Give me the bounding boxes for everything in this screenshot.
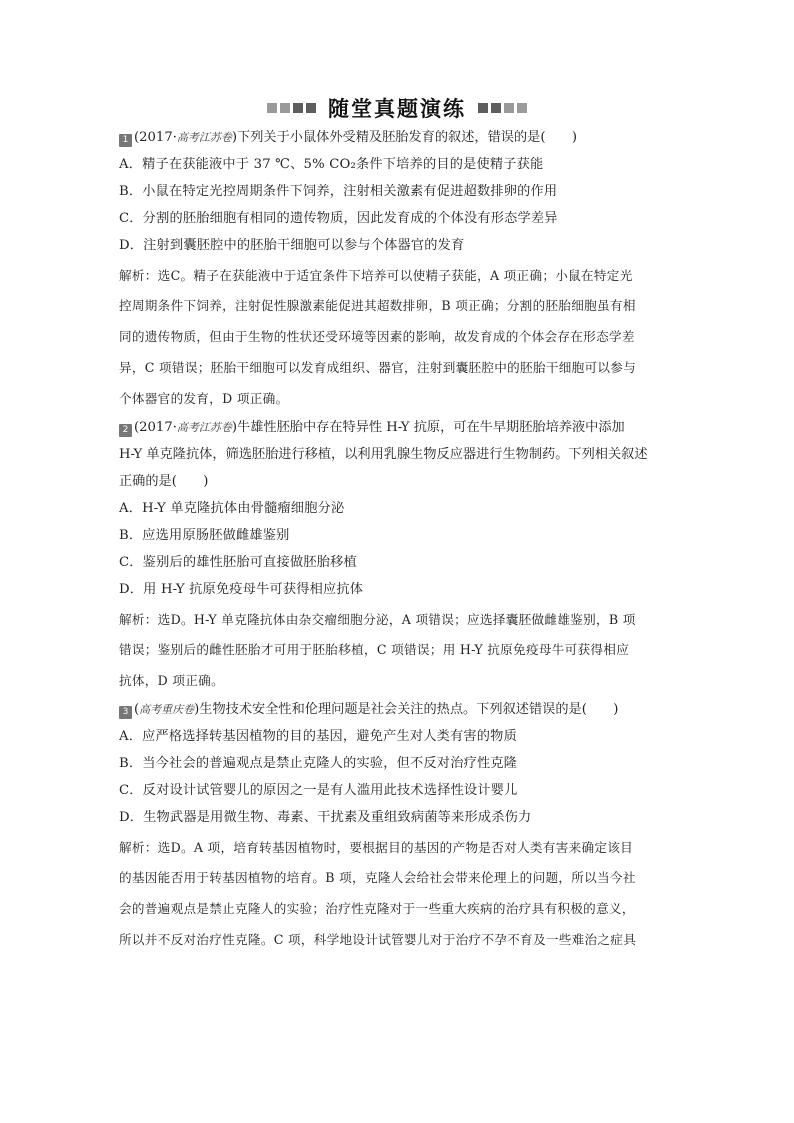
question-number-badge: 2 <box>119 424 132 437</box>
question-2-option-b: B．应选用原肠胚做雌雄鉴别 <box>119 528 290 543</box>
question-2-stem-line-3: 正确的是( ) <box>119 474 209 489</box>
question-1-analysis-line: 异，C 项错误；胚胎干细胞可以发育成组织、器官，注射到囊胚腔中的胚胎干细胞可以参与 <box>119 360 637 375</box>
question-2-option-d: D．用 H-Y 抗原免疫母牛可获得相应抗体 <box>119 582 364 597</box>
question-3-analysis-line: 的基因能否用于转基因植物的培育。B 项，克隆人会给社会带来伦理上的问题，所以当今社 <box>119 870 636 885</box>
question-2-analysis-line: 抗体，D 项正确。 <box>119 673 224 688</box>
question-source: 高考重庆卷 <box>139 703 195 716</box>
question-1-option-a: A．精子在获能液中于 37 ℃、5% CO₂条件下培养的目的是使精子获能 <box>119 157 544 172</box>
question-3-option-a: A．应严格选择转基因植物的目的基因，避免产生对人类有害的物质 <box>119 729 517 744</box>
question-source: 高考江苏卷 <box>176 421 232 434</box>
question-3-option-b: B．当今社会的普遍观点是禁止克隆人的实验，但不反对治疗性克隆 <box>119 756 518 771</box>
question-3-option-d: D．生物武器是用微生物、毒素、干扰素及重组致病菌等来形成杀伤力 <box>119 810 532 825</box>
question-1-stem: 1 (2017·高考江苏卷)下列关于小鼠体外受精及胚胎发育的叙述，错误的是( ) <box>119 124 675 151</box>
question-1-option-b: B．小鼠在特定光控周期条件下饲养，注射相关激素有促进超数排卵的作用 <box>119 184 558 199</box>
page-content <box>119 124 675 955</box>
question-1-analysis-line: 同的遗传物质，但由于生物的性状还受环境等因素的影响，故发育成的个体会存在形态学差 <box>119 329 635 344</box>
question-2-analysis-line: 错误；鉴别后的雌性胚胎才可用于胚胎移植，C 项错误；用 H-Y 抗原免疫母牛可获得相应 <box>119 642 630 657</box>
question-3-stem: 3 (高考重庆卷)生物技术安全性和伦理问题是社会关注的热点。下列叙述错误的是( ) <box>119 696 675 723</box>
question-1-option-c: C．分割的胚胎细胞有相同的遗传物质，因此发育成的个体没有形态学差异 <box>119 211 558 226</box>
section-title: 随堂真题演练 <box>328 97 466 121</box>
question-1-analysis-line: 解析：选C。精子在获能液中于适宜条件下培养可以使精子获能，A 项正确；小鼠在特定光 <box>119 268 633 283</box>
question-2-analysis-line: 解析：选D。H-Y 单克隆抗体由杂交瘤细胞分泌，A 项错误；应选择囊胚做雌雄鉴别，B 项 <box>119 612 636 627</box>
question-2-option-a: A．H-Y 单克隆抗体由骨髓瘤细胞分泌 <box>119 501 345 516</box>
question-3-analysis-line: 会的普遍观点是禁止克隆人的实验；治疗性克隆对于一些重大疾病的治疗具有积极的意义， <box>119 901 635 916</box>
question-1-analysis-line: 个体器官的发育，D 项正确。 <box>119 391 289 406</box>
section-header <box>0 96 794 120</box>
question-1-analysis-line: 控周期条件下饲养，注射促性腺激素能促进其超数排卵，B 项正确；分割的胚胎细胞虽有相 <box>119 298 636 313</box>
question-number-badge: 3 <box>119 706 132 719</box>
question-source: 高考江苏卷 <box>176 131 232 144</box>
question-3-option-c: C．反对设计试管婴儿的原因之一是有人滥用此技术选择性设计婴儿 <box>119 783 518 798</box>
question-3-analysis-line: 所以并不反对治疗性克隆。C 项，科学地设计试管婴儿对于治疗不孕不育及一些难治之症具 <box>119 932 637 947</box>
header-right-squares <box>478 103 527 113</box>
question-2-stem-line-2: H-Y 单克隆抗体，筛选胚胎进行移植，以利用乳腺生物反应器进行生物制药。下列相关叙述 <box>119 447 648 462</box>
question-3-analysis-line: 解析：选D。A 项，培育转基因植物时，要根据目的基因的产物是否对人类有害来确定该目 <box>119 840 634 855</box>
question-number-badge: 1 <box>119 134 132 147</box>
header-left-squares <box>267 103 316 113</box>
question-1-option-d: D．注射到囊胚腔中的胚胎干细胞可以参与个体器官的发育 <box>119 238 465 253</box>
question-2-option-c: C．鉴别后的雄性胚胎可直接做胚胎移植 <box>119 555 357 570</box>
question-2-stem: 2 (2017·高考江苏卷)牛雄性胚胎中存在特异性 H-Y 抗原，可在牛早期胚胎培养液中添加 <box>119 414 675 441</box>
